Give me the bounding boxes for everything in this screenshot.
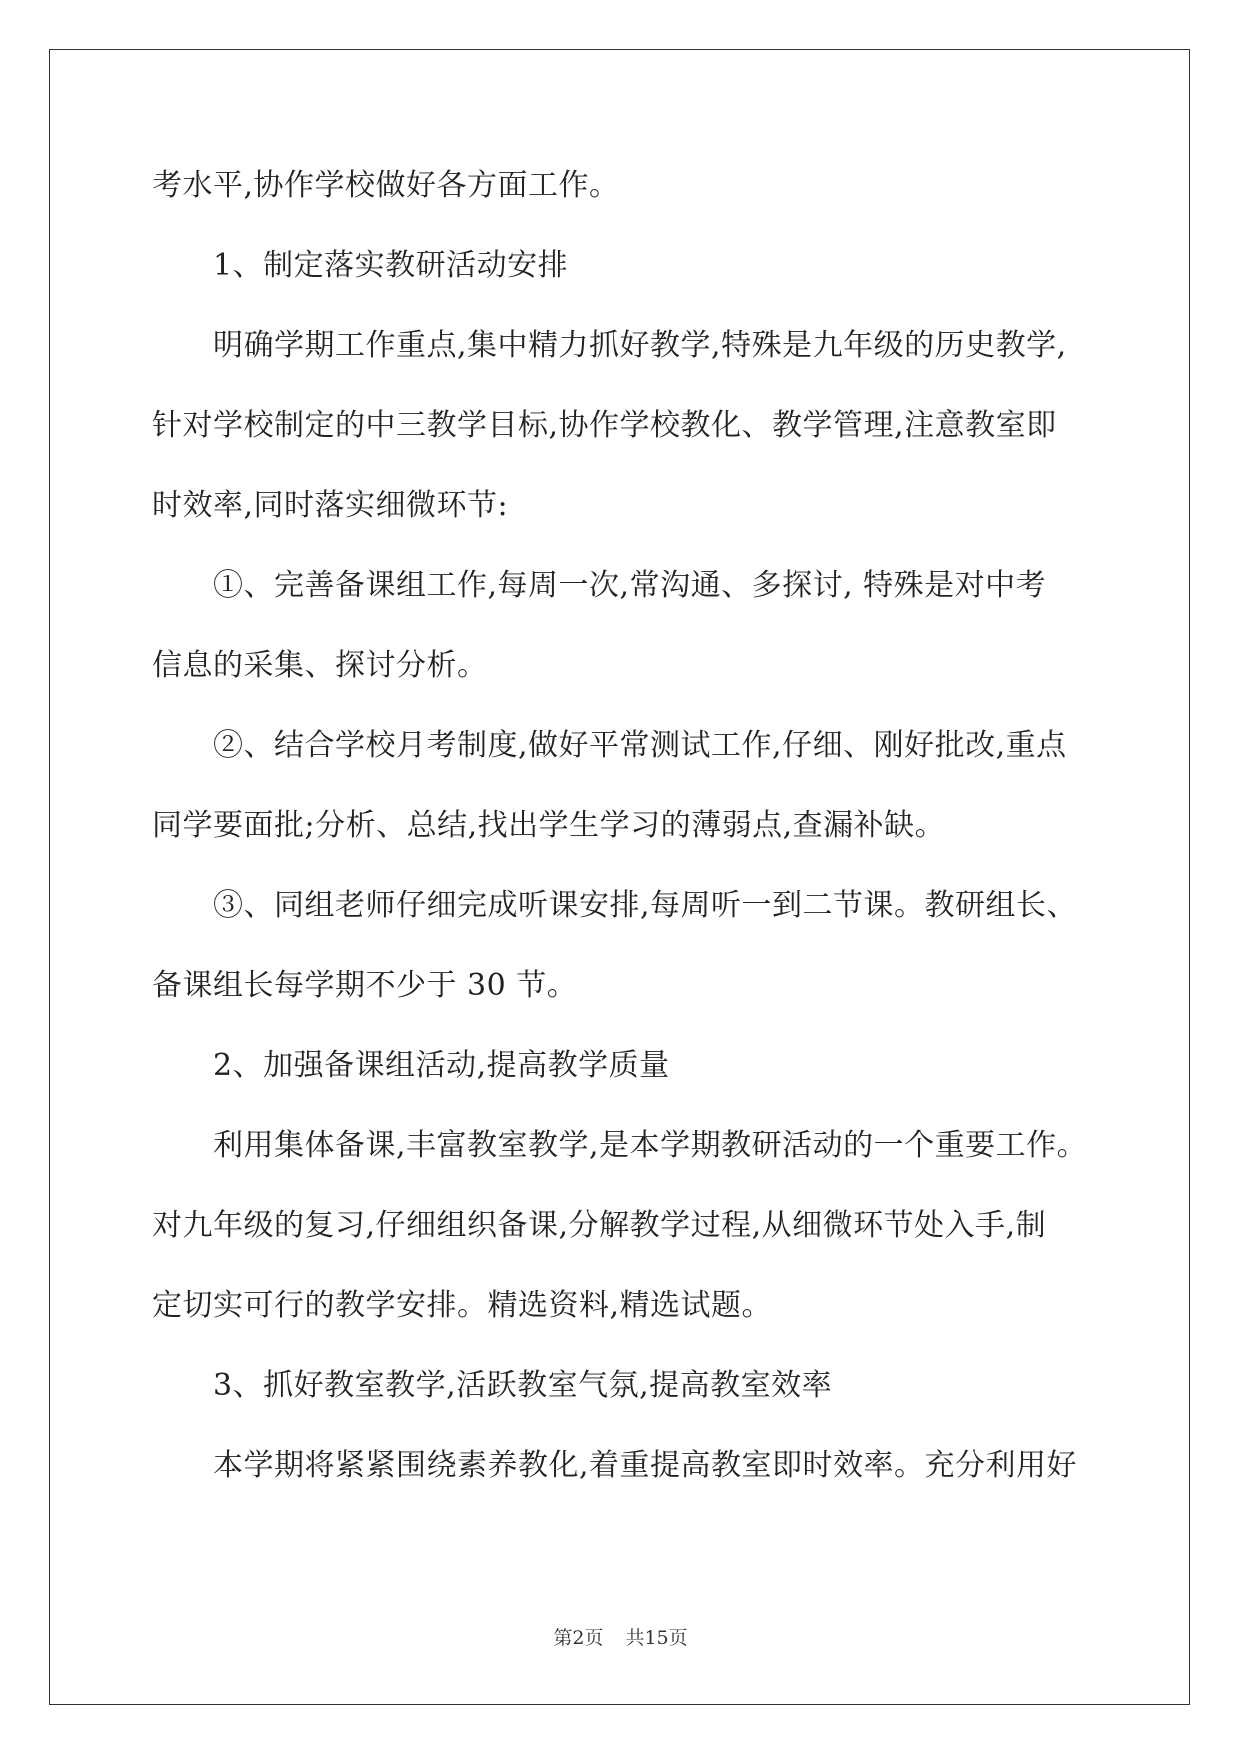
- list-item-3: ③、同组老师仔细完成听课安排,每周听一到二节课。教研组长、: [213, 888, 1078, 923]
- page-total: 共15页: [625, 1627, 688, 1649]
- page-number: 第2页: [553, 1627, 604, 1649]
- section-heading-2: 2、加强备课组活动,提高教学质量: [213, 1048, 670, 1083]
- text-line-7: 信息的采集、探讨分析。: [152, 648, 488, 683]
- text-line-3: 明确学期工作重点,集中精力抓好教学,特殊是九年级的历史教学,: [213, 328, 1067, 363]
- text-line-4: 针对学校制定的中三教学目标,协作学校教化、教学管理,注意教室即: [152, 408, 1057, 443]
- text-line-1: 考水平,协作学校做好各方面工作。: [152, 168, 620, 203]
- text-line-15: 定切实可行的教学安排。精选资料,精选试题。: [152, 1288, 773, 1323]
- section-heading-1: 1、制定落实教研活动安排: [213, 248, 569, 283]
- text-line-5: 时效率,同时落实细微环节:: [152, 488, 509, 523]
- text-line-9: 同学要面批;分析、总结,找出学生学习的薄弱点,查漏补缺。: [152, 808, 946, 843]
- text-line-17: 本学期将紧紧围绕素养教化,着重提高教室即时效率。充分利用好: [213, 1448, 1078, 1483]
- list-item-1: ①、完善备课组工作,每周一次,常沟通、多探讨, 特殊是对中考: [213, 568, 1047, 603]
- section-heading-3: 3、抓好教室教学,活跃教室气氛,提高教室效率: [213, 1368, 833, 1403]
- page-footer: [0, 1626, 1241, 1650]
- text-line-11: 备课组长每学期不少于 30 节。: [152, 968, 578, 1003]
- text-line-14: 对九年级的复习,仔细组织备课,分解教学过程,从细微环节处入手,制: [152, 1208, 1047, 1243]
- list-item-2: ②、结合学校月考制度,做好平常测试工作,仔细、刚好批改,重点: [213, 728, 1067, 763]
- text-line-13: 利用集体备课,丰富教室教学,是本学期教研活动的一个重要工作。: [213, 1128, 1088, 1163]
